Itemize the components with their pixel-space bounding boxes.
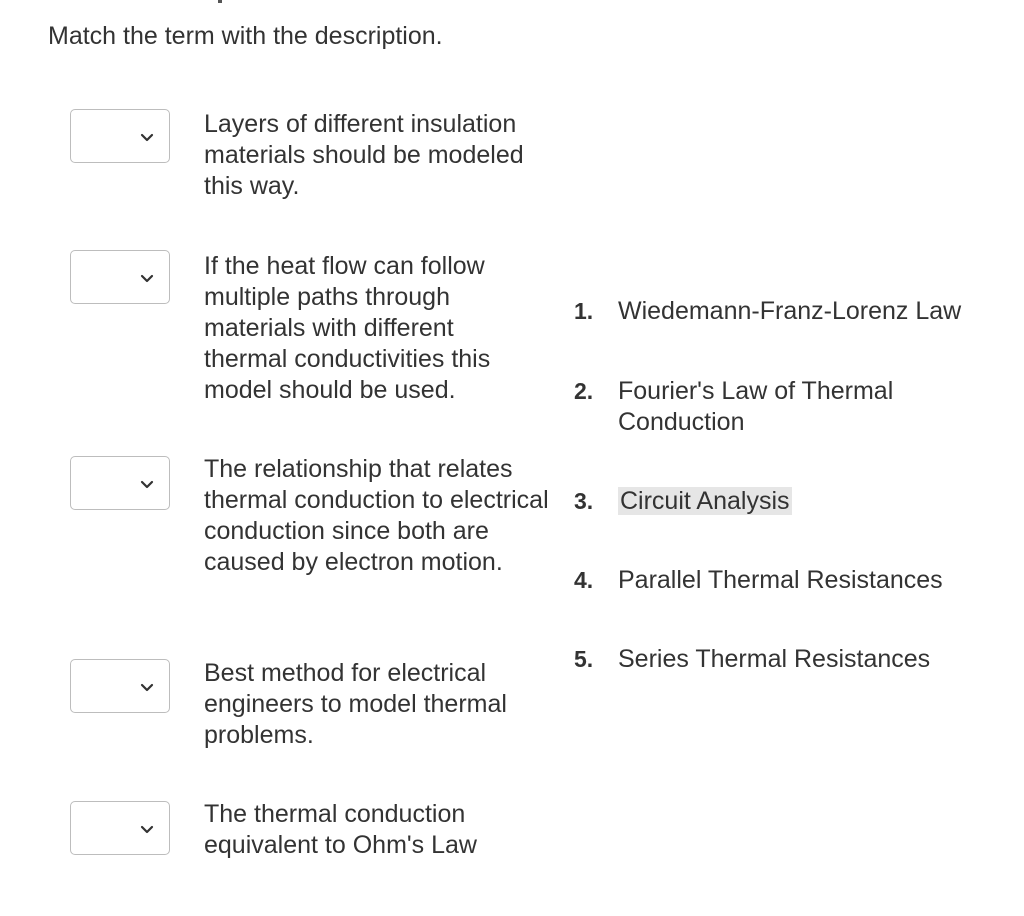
- option-label: Fourier's Law of Thermal Conduction: [618, 377, 894, 436]
- description-3: The relationship that relates thermal conduction to electrical conduction since both are caused by electron motion.: [204, 455, 549, 576]
- chevron-down-icon: [135, 817, 159, 841]
- option-label: [618, 486, 998, 517]
- option-number: 3.: [574, 488, 594, 514]
- option-number: 5.: [574, 646, 594, 672]
- chevron-down-icon: [135, 472, 159, 496]
- match-select-5[interactable]: [70, 801, 170, 855]
- match-select-4[interactable]: [70, 659, 170, 713]
- option-label-highlight: Circuit Analysis: [620, 487, 790, 515]
- scroll-remnant: [218, 0, 222, 3]
- description-2: If the heat flow can follow multiple paths through materials with different thermal conductivities this model should be used.: [204, 252, 491, 404]
- description-1: Layers of different insulation materials should be modeled this way.: [204, 110, 524, 200]
- option-number: 2.: [574, 378, 594, 404]
- question-prompt: Match the term with the description.: [48, 22, 443, 50]
- option-label: Parallel Thermal Resistances: [618, 566, 943, 594]
- option-label: Series Thermal Resistances: [618, 645, 931, 673]
- chevron-down-icon: [135, 125, 159, 149]
- option-label: Wiedemann-Franz-Lorenz Law: [618, 297, 962, 325]
- match-select-2[interactable]: [70, 250, 170, 304]
- description-4: Best method for electrical engineers to model thermal problems.: [204, 659, 507, 749]
- match-select-3[interactable]: [70, 456, 170, 510]
- option-number: 4.: [574, 567, 594, 593]
- description-5: The thermal conduction equivalent to Ohm's Law: [204, 800, 477, 859]
- option-number: 1.: [574, 298, 594, 324]
- chevron-down-icon: [135, 266, 159, 290]
- match-select-1[interactable]: [70, 109, 170, 163]
- chevron-down-icon: [135, 675, 159, 699]
